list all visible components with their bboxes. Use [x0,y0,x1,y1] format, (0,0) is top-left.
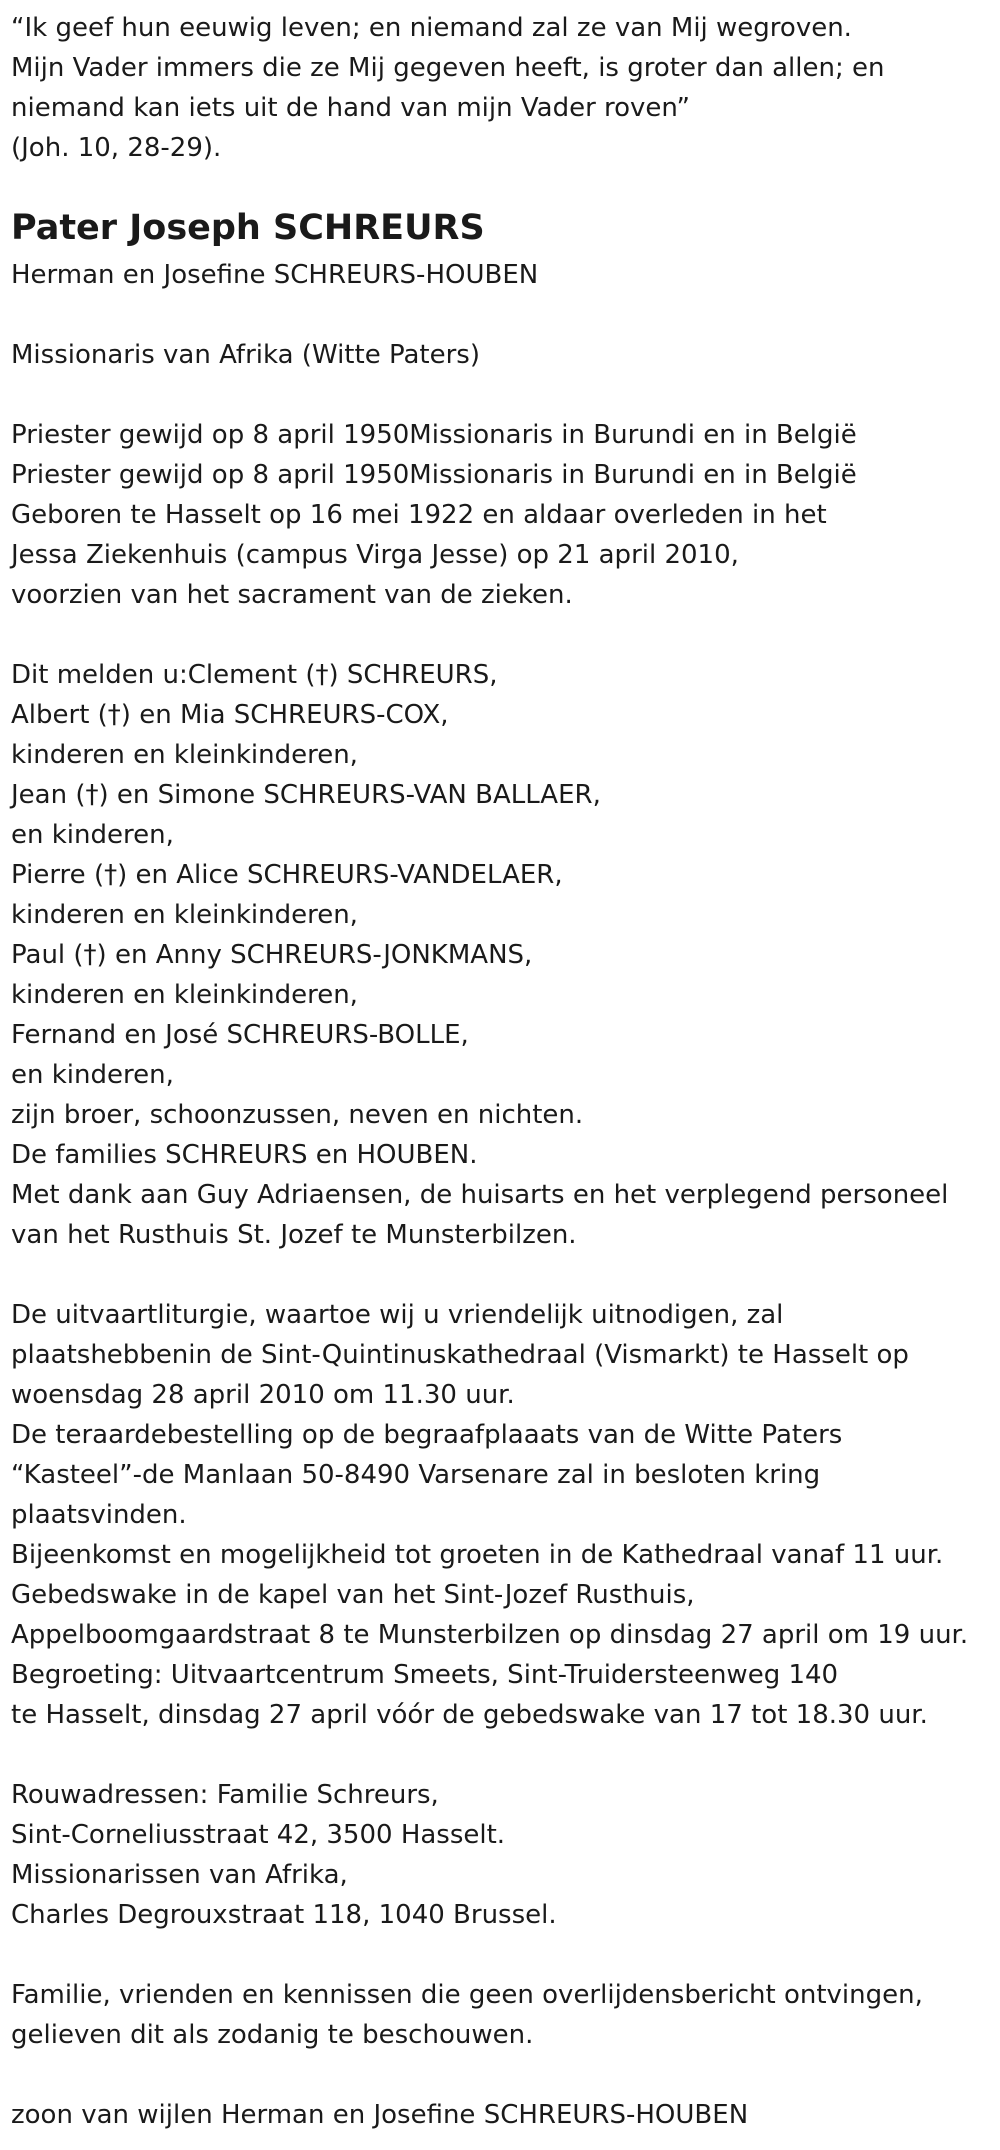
funeral-line: te Hasselt, dinsdag 27 april vóór de gebedswake van 17 tot 18.30 uur. [11,1700,928,1730]
address-line: Charles Degrouxstraat 118, 1040 Brussel. [11,1900,557,1930]
bio-line: Priester gewijd op 8 april 1950Missionaris in Burundi en in België [11,460,857,490]
family-line: zijn broer, schoonzussen, neven en nichten. [11,1100,584,1130]
spacer [11,1935,991,1975]
funeral-line: De teraardebestelling op de begraafplaaats van de Witte Paters [11,1420,843,1450]
funeral-details [11,1295,991,1735]
funeral-line: woensdag 28 april 2010 om 11.30 uur. [11,1380,515,1410]
footer-line: zoon van wijlen Herman en Josefine SCHREURS-HOUBEN [11,2100,749,2130]
funeral-line: Bijeenkomst en mogelijkheid tot groeten in de Kathedraal vanaf 11 uur. [11,1540,944,1570]
family-line: en kinderen, [11,820,174,850]
notice [11,1975,991,2055]
bio-line: Priester gewijd op 8 april 1950Missionaris in Burundi en in België [11,420,857,450]
spacer [11,295,991,335]
bible-quote [11,8,991,168]
family-line: van het Rusthuis St. Jozef te Munsterbilzen. [11,1220,577,1250]
funeral-line: “Kasteel”-de Manlaan 50-8490 Varsenare zal in besloten kring [11,1460,821,1490]
death-notice [11,8,991,2135]
quote-line: Mijn Vader immers die ze Mij gegeven heeft, is groter dan allen; en [11,53,885,83]
notice-line: gelieven dit als zodanig te beschouwen. [11,2020,534,2050]
bio-line: Jessa Ziekenhuis (campus Virga Jesse) op 21 april 2010, [11,540,739,570]
spacer [11,2055,991,2095]
family-line: Jean (†) en Simone SCHREURS-VAN BALLAER, [11,780,601,810]
mourning-addresses [11,1775,991,1935]
address-line: Missionarissen van Afrika, [11,1860,348,1890]
spacer [11,375,991,415]
family-line: Albert (†) en Mia SCHREURS-COX, [11,700,449,730]
spacer [11,1255,991,1295]
spacer [11,615,991,655]
family-line: kinderen en kleinkinderen, [11,900,358,930]
family-list [11,655,991,1255]
order-line: Missionaris van Afrika (Witte Paters) [11,340,480,370]
family-line: kinderen en kleinkinderen, [11,740,358,770]
funeral-line: plaatshebbenin de Sint-Quintinuskathedraal (Vismarkt) te Hasselt op [11,1340,909,1370]
family-line: Fernand en José SCHREURS-BOLLE, [11,1020,469,1050]
bio-line: voorzien van het sacrament van de zieken. [11,580,573,610]
notice-line: Familie, vrienden en kennissen die geen overlijdensbericht ontvingen, [11,1980,923,2010]
family-line: en kinderen, [11,1060,174,1090]
family-line: Paul (†) en Anny SCHREURS-JONKMANS, [11,940,533,970]
funeral-line: Appelboomgaardstraat 8 te Munsterbilzen op dinsdag 27 april om 19 uur. [11,1620,969,1650]
address-line: Sint-Corneliusstraat 42, 3500 Hasselt. [11,1820,506,1850]
funeral-line: Begroeting: Uitvaartcentrum Smeets, Sint-Truidersteenweg 140 [11,1660,839,1690]
quote-line: “Ik geef hun eeuwig leven; en niemand zal ze van Mij wegroven. [11,13,852,43]
address-line: Rouwadressen: Familie Schreurs, [11,1780,439,1810]
funeral-line: Gebedswake in de kapel van het Sint-Jozef Rusthuis, [11,1580,695,1610]
deceased-name: Pater Joseph SCHREURS [11,208,485,248]
family-line: Pierre (†) en Alice SCHREURS-VANDELAER, [11,860,563,890]
family-line: Dit melden u:Clement (†) SCHREURS, [11,660,498,690]
funeral-line: De uitvaartliturgie, waartoe wij u vriendelijk uitnodigen, zal [11,1300,784,1330]
parents-line: Herman en Josefine SCHREURS-HOUBEN [11,260,539,290]
spacer [11,1735,991,1775]
quote-reference: (Joh. 10, 28-29). [11,133,222,163]
family-line: De families SCHREURS en HOUBEN. [11,1140,478,1170]
biography [11,415,991,615]
bio-line: Geboren te Hasselt op 16 mei 1922 en aldaar overleden in het [11,500,827,530]
family-line: Met dank aan Guy Adriaensen, de huisarts en het verplegend personeel [11,1180,949,1210]
family-line: kinderen en kleinkinderen, [11,980,358,1010]
funeral-line: plaatsvinden. [11,1500,187,1530]
quote-line: niemand kan iets uit de hand van mijn Vader roven” [11,93,690,123]
